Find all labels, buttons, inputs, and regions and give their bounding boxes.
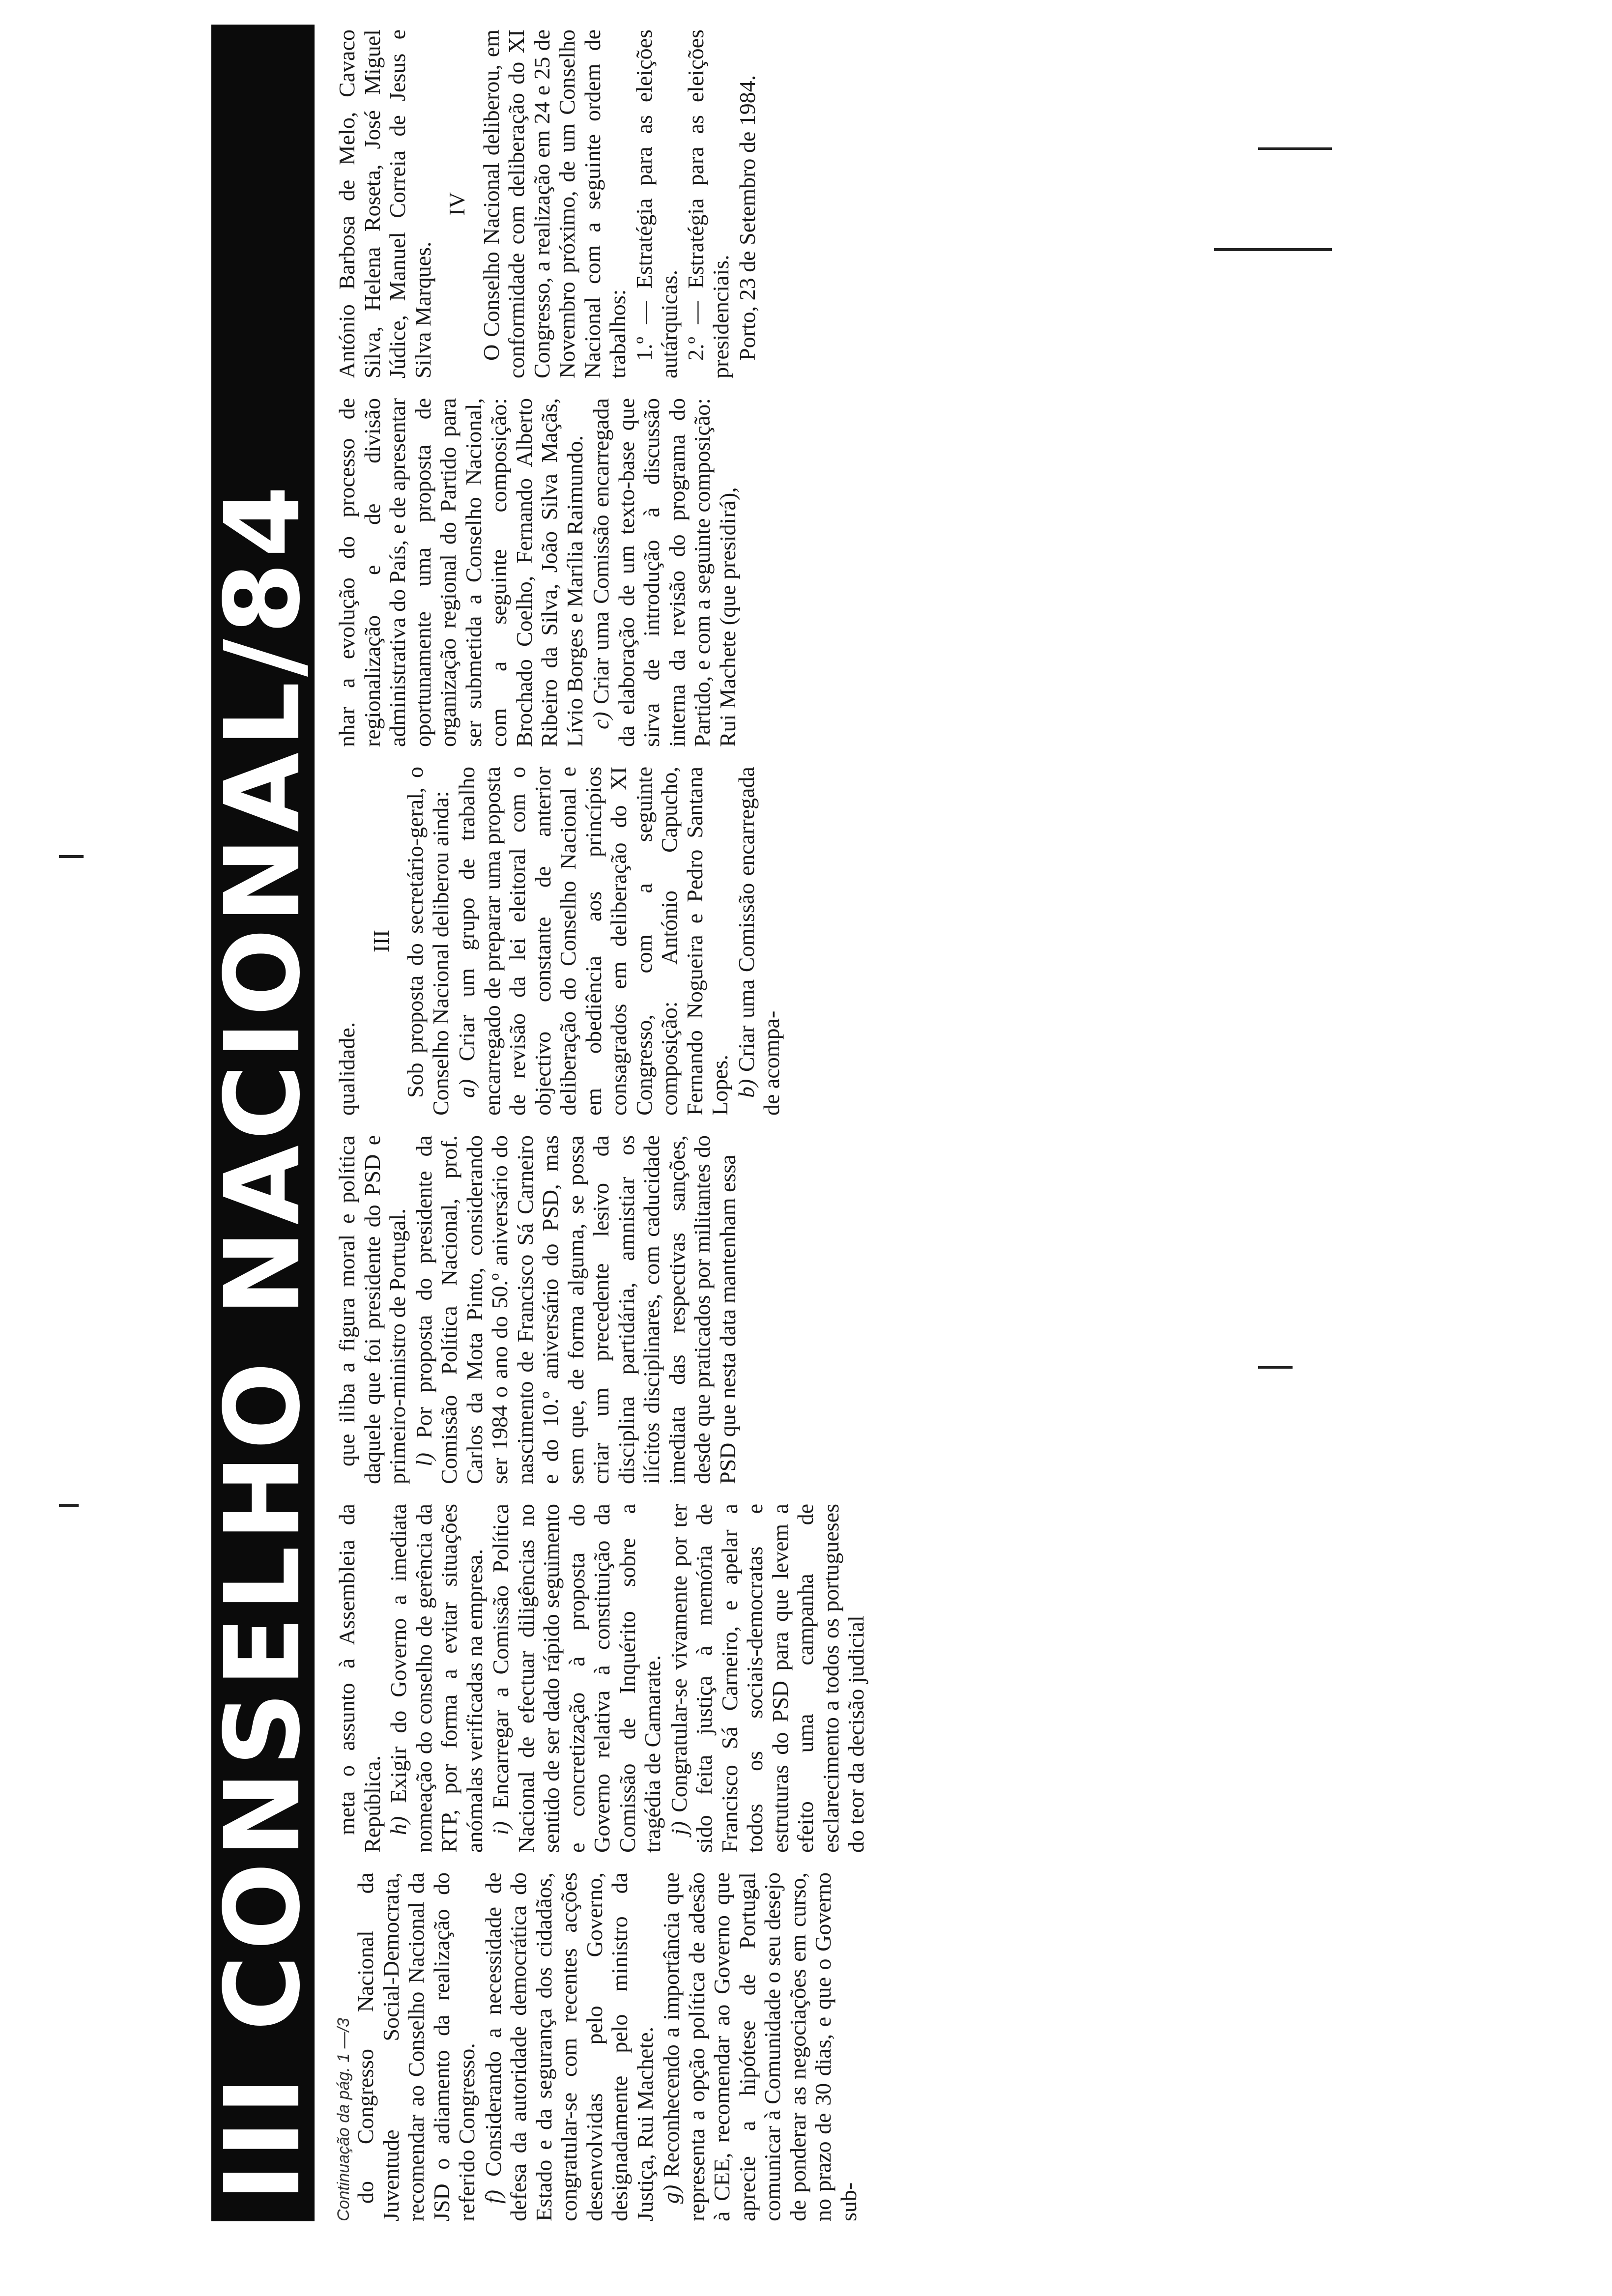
article-banner bbox=[202, 25, 323, 2221]
paragraph bbox=[386, 1504, 487, 1853]
paragraph bbox=[479, 29, 631, 378]
paragraph-text: Criar um grupo de trabalho encarregado de preparar uma proposta de revisão da lei eleitoral com o objectivo constante de anterior deliberação do Conselho Nacional e em obediência aos princípios consagrados em deliberação do XI Congresso, com a seguinte composição: António Capucho, Fernando Nogueira e Pedro Santana Lopes. bbox=[454, 767, 733, 1116]
text-column bbox=[334, 1504, 1071, 1853]
paragraph-text: Por proposta do presidente da Comissão Política Nacional, prof. Carlos da Mota Pinto, considerando ser 1984 o ano do 50.º aniversário do nascimento de Francisco Sá Carneiro e do 10.º aniversário do PSD, mas sem que, de forma alguma, se possa criar um precedente lesivo da disciplina partidária, amnistiar os ilícitos disciplinares, com caducidade imediata das respectivas sanções, desde que praticados por militantes do PSD que nesta data mantenham essa bbox=[411, 1135, 740, 1484]
paragraph bbox=[659, 1872, 861, 2221]
paragraph-text: António Barbosa de Melo, Cavaco Silva, Helena Roseta, José Miguel Júdice, Manuel Correia de Jesus e Silva Marques. bbox=[334, 29, 435, 378]
paragraph-text: Exigir do Governo a imediata nomeação do conselho de gerência da RTP, por forma a evitar situações anómalas verificadas na empresa. bbox=[386, 1504, 487, 1853]
item-label: i) bbox=[488, 1808, 514, 1835]
paragraph bbox=[411, 1135, 741, 1484]
paragraph bbox=[334, 29, 435, 378]
paragraph-text: Criar uma Comissão encarregada da elaboração de um texto-base que sirva de introdução à discussão interna da revisão do programa do Partido, e com a seguinte composição: Rui Machete (que presidirá), bbox=[588, 398, 740, 747]
item-label: f) bbox=[480, 2177, 506, 2204]
paragraph bbox=[488, 1504, 665, 1853]
article-body bbox=[334, 25, 1071, 2221]
paragraph bbox=[334, 767, 360, 1116]
text-column bbox=[334, 29, 1071, 378]
paragraph-text: Porto, 23 de Setembro de 1984. bbox=[734, 75, 760, 361]
scan-mark bbox=[59, 855, 84, 858]
paragraph-text: O Conselho Nacional deliberou, em conformidade com deliberação do XI Congresso, a realização em 24 e 25 de Novembro próximo, de um Conselho Nacional com a seguinte ordem de trabalhos: bbox=[478, 29, 631, 378]
paragraph bbox=[444, 29, 470, 378]
paragraph-text: Considerando a necessidade de defesa da autoridade democrática do Estado e da segurança dos cidadãos, congratular-se com recentes acções desenvolvidas pelo Governo, designadamente pelo ministro da Justiça, Rui Machete. bbox=[480, 1872, 658, 2221]
continuation-label: Continuação da pág. 1 bbox=[334, 2048, 353, 2221]
paragraph-text: meta o assunto à Assembleia da República. bbox=[334, 1504, 385, 1853]
paragraph bbox=[632, 29, 682, 378]
paragraph bbox=[683, 29, 734, 378]
item-label: h) bbox=[386, 1803, 411, 1835]
item-label: c) bbox=[588, 704, 614, 729]
paragraph-text: Criar uma Comissão encarregada de acompa- bbox=[733, 767, 784, 1116]
paragraph-text: Sob proposta do secretário-geral, o Conselho Nacional deliberou ainda: bbox=[403, 767, 453, 1116]
item-label: g) bbox=[659, 2178, 684, 2204]
paragraph bbox=[369, 767, 394, 1116]
scan-mark bbox=[1258, 147, 1332, 150]
paragraph-text: 1.º — Estratégia para as eleições autárquicas. bbox=[631, 29, 682, 378]
scan-mark bbox=[1214, 248, 1332, 251]
paragraph bbox=[734, 767, 784, 1116]
paragraph bbox=[334, 398, 587, 747]
text-column bbox=[334, 1872, 1071, 2221]
item-label: a) bbox=[454, 1061, 480, 1098]
paragraph-text: Reconhecendo a importância que representa a opção política de adesão à CEE, recomendar ao Governo que aprecie a hipótese de Portugal comunicar à Comunidade o seu desejo de ponderar as negociações em curso, no prazo de 30 dias, e que o Governo sub- bbox=[659, 1872, 861, 2221]
paragraph-text: qualidade. bbox=[334, 1022, 359, 1116]
paragraph-text: Congratular-se vivamente por ter sido feita justiça à memória de Francisco Sá Carneiro, e apelar a todos os sociais-democratas e estruturas do PSD para que levem a efeito uma campanha de esclarecimento a todos os portugueses do teor da decisão judicial bbox=[666, 1504, 869, 1853]
paragraph-text: do Congresso Nacional da Juventude Social-Democrata, recomendar ao Conselho Nacional da JSD o adiamento da realização do referido Congresso. bbox=[353, 1872, 480, 2221]
paragraph bbox=[334, 1504, 385, 1853]
article-title: III CONSELHO NACIONAL/84 bbox=[202, 481, 323, 2202]
paragraph bbox=[454, 767, 733, 1116]
paragraph-text: 2.º — Estratégia para as eleições presidenciais. bbox=[683, 29, 734, 378]
item-label: j) bbox=[666, 1812, 691, 1835]
paragraph bbox=[481, 1872, 658, 2221]
text-column bbox=[334, 767, 1071, 1116]
paragraph-text: III bbox=[368, 930, 394, 952]
paragraph bbox=[735, 29, 760, 378]
item-label: b) bbox=[733, 1072, 759, 1098]
paragraph-text: que iliba a figura moral e política daquele que foi presidente do PSD e primeiro-ministro de Portugal. bbox=[334, 1135, 410, 1484]
paragraph bbox=[666, 1504, 869, 1853]
page-mark: —/3 bbox=[334, 2018, 353, 2049]
paragraph bbox=[353, 1872, 480, 2221]
rotated-article bbox=[202, 25, 1076, 2221]
text-column bbox=[334, 398, 1071, 747]
paragraph bbox=[588, 398, 740, 747]
paragraph-text: nhar a evolução do processo de regionalização e de divisão administrativa do País, e de apresentar oportunamente uma proposta de organização regional do Partido para ser submetida a Conselho Nacional, com a seguinte composição: Brochado Coelho, Fernando Alberto Ribeiro da Silva, João Silva Maçãs, Lívio Borges e Marília Raimundo. bbox=[334, 398, 587, 747]
paragraph-text: Encarregar a Comissão Política Nacional de efectuar diligências no sentido de ser dado rápido seguimento e concretização à proposta do Governo relativa à constituição da Comissão de Inquérito sobre a tragédia de Camarate. bbox=[488, 1504, 665, 1853]
item-label: l) bbox=[411, 1438, 436, 1466]
continuation-note bbox=[334, 1872, 353, 2221]
scan-mark bbox=[59, 1504, 79, 1507]
paragraph bbox=[334, 1135, 410, 1484]
text-column bbox=[334, 1135, 1071, 1484]
paragraph-text: IV bbox=[444, 192, 470, 216]
scan-mark bbox=[1258, 1366, 1293, 1369]
paragraph bbox=[403, 767, 453, 1116]
